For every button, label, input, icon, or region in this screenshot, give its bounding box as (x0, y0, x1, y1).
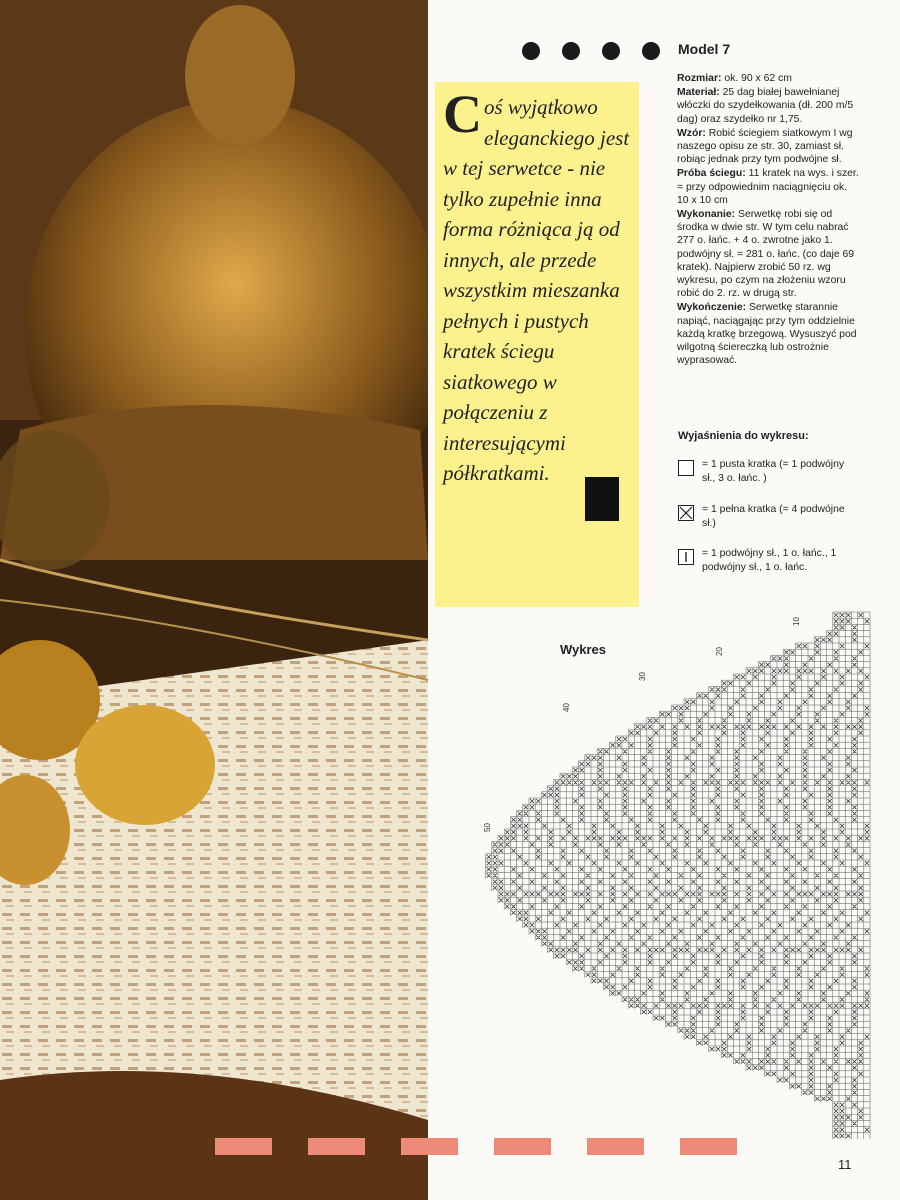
empty-square-icon (678, 460, 694, 476)
row-label-20: 20 (715, 647, 724, 656)
spec-gauge: Próba ściegu: 11 kratek na wys. i szer. = przy odpowiednim naciągnięciu ok. 10 x 10 cm (677, 168, 859, 206)
bar-square-icon (678, 549, 694, 565)
chart-grid (470, 600, 880, 1145)
drop-cap: C (443, 84, 482, 144)
dot-icon (642, 42, 660, 60)
dash-icon (215, 1138, 272, 1155)
chart-title: Wykres (560, 642, 607, 657)
dash-icon (680, 1138, 737, 1155)
dash-icon (401, 1138, 458, 1155)
spec-block (677, 72, 861, 368)
row-label-10: 10 (792, 617, 801, 626)
spec-finish: Wykończenie: Serwetkę starannie napiąć, naciągając przy tym oddzielnie każdą kratkę brzegową. Wysuszyć pod wilgotną ściereczką lub ostrożnie wyprasować. (677, 302, 857, 367)
buddha-doily-photo (0, 0, 428, 1200)
row-label-50: 50 (483, 823, 492, 832)
legend-title: Wyjaśnienia do wykresu: (678, 430, 809, 442)
dot-icon (602, 42, 620, 60)
legend-item-empty: = 1 pusta kratka (= 1 podwójny sł., 3 o. łańc. ) (678, 458, 858, 486)
crossed-square-icon (678, 505, 694, 521)
dash-icon (308, 1138, 365, 1155)
intro-box (435, 82, 639, 607)
spec-pattern: Wzór: Robić ściegiem siatkowym I wg naszego opisu ze str. 30, zamiast sł. robiąc jednak przy tym podwójne sł. (677, 127, 853, 166)
legend-item-bar: = 1 podwójny sł., 1 o. łańc., 1 podwójny sł., 1 o. łańc. (678, 547, 858, 575)
dash-icon (587, 1138, 644, 1155)
spec-material: Materiał: 25 dag białej bawełnianej włóczki do szydełkowania (dł. 200 m/5 dag) oraz szydełko nr 1,75. (677, 87, 854, 125)
row-label-40: 40 (562, 703, 571, 712)
intro-body: oś wyjątkowo eleganckiego jest w tej serwetce - nie tylko zupełnie inna forma różniąca ją od innych, ale przede wszystkim mieszanka pełnych i pustych kratek ściegu siatkowego w połączeniu z interesującymi półkratkami. (443, 95, 630, 485)
row-label-30: 30 (638, 672, 647, 681)
legend-item-full: = 1 pełna kratka (= 4 podwójne sł.) (678, 503, 858, 531)
decorative-dots (522, 42, 660, 60)
crochet-chart (470, 600, 880, 1150)
decorative-dashes (215, 1138, 737, 1155)
dash-icon (494, 1138, 551, 1155)
model-label: Model 7 (678, 41, 731, 57)
dot-icon (522, 42, 540, 60)
black-block (585, 477, 619, 521)
dot-icon (562, 42, 580, 60)
spec-size: Rozmiar: ok. 90 x 62 cm (677, 73, 792, 84)
intro-text (443, 84, 633, 489)
page-number: 11 (838, 1157, 852, 1172)
spec-making: Wykonanie: Serwetkę robi się od środka w dwie str. W tym celu nabrać 277 o. łańc. + 4 o. zwrotne jako 1. podwójny sł. = 281 o. łańc. (co daje 69 kratek). Najpierw zrobić 50 rz. wg wykresu, po czym na złożeniu wzoru robić do 2. rz. w drugą str. (677, 209, 855, 300)
